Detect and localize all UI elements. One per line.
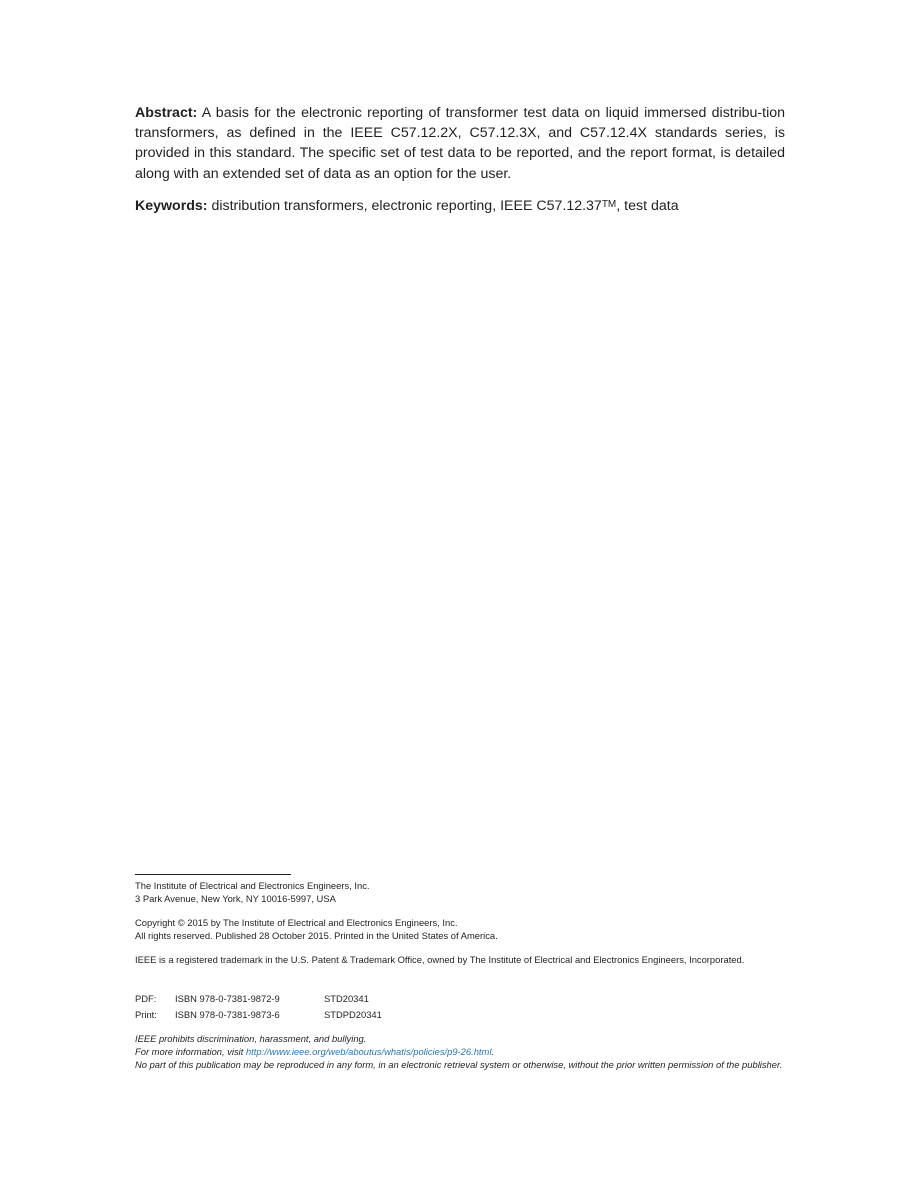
- trademark-notice: IEEE is a registered trademark in the U.S. Patent & Trademark Office, owned by The Institute of Electrical and Electronics Engineers, Incorporated.: [135, 954, 745, 965]
- keywords-text: distribution transformers, electronic reporting, IEEE C57.12.37: [207, 198, 602, 214]
- isbn-code: STD20341: [324, 993, 369, 1004]
- abstract-label: Abstract:: [135, 105, 198, 121]
- abstract-paragraph: [135, 103, 785, 184]
- trademark-symbol: TM: [601, 199, 617, 210]
- more-info-prefix: For more information, visit: [135, 1045, 246, 1057]
- isbn-number: ISBN 978-0-7381-9873-6: [175, 1008, 280, 1020]
- legal-notice: [135, 1033, 787, 1071]
- keywords-text-end: , test data: [616, 198, 679, 214]
- footnote-divider: [135, 874, 291, 875]
- publisher-name: The Institute of Electrical and Electronics Engineers, Inc.: [135, 880, 370, 891]
- copyright-notice: [135, 917, 795, 943]
- rights-line: All rights reserved. Published 28 October 2015. Printed in the United States of America.: [135, 929, 498, 941]
- isbn-format: PDF:: [135, 993, 157, 1004]
- isbn-row-pdf: [135, 991, 382, 1007]
- isbn-number: ISBN 978-0-7381-9872-9: [175, 993, 280, 1004]
- keywords-label: Keywords:: [135, 198, 208, 214]
- more-info-suffix: .: [491, 1045, 495, 1057]
- isbn-format: Print:: [135, 1008, 157, 1020]
- publisher-address: 3 Park Avenue, New York, NY 10016-5997, USA: [135, 892, 336, 904]
- copyright-line: Copyright © 2015 by The Institute of Electrical and Electronics Engineers, Inc.: [135, 917, 458, 928]
- anti-discrimination-line: IEEE prohibits discrimination, harassment, and bullying.: [135, 1033, 367, 1044]
- isbn-row-print: [135, 1007, 382, 1023]
- isbn-list: [135, 991, 382, 1022]
- isbn-code: STDPD20341: [324, 1008, 382, 1020]
- keywords-paragraph: [135, 195, 785, 216]
- publisher-info: [135, 880, 795, 906]
- reproduction-notice: No part of this publication may be reproduced in any form, in an electronic retrieval system or otherwise, without the prior written permission of the publisher.: [135, 1058, 783, 1070]
- abstract-text: A basis for the electronic reporting of transformer test data on liquid immersed distribu-tion transformers, as defined in the IEEE C57.12.2X, C57.12.3X, and C57.12.4X standards series, is provided in this standard. The specific set of test data to be reported, and the report format, is detailed along with an extended set of data as an option for the user.: [135, 105, 785, 182]
- policy-link[interactable]: http://www.ieee.org/web/aboutus/whatis/policies/p9-26.html: [245, 1045, 492, 1057]
